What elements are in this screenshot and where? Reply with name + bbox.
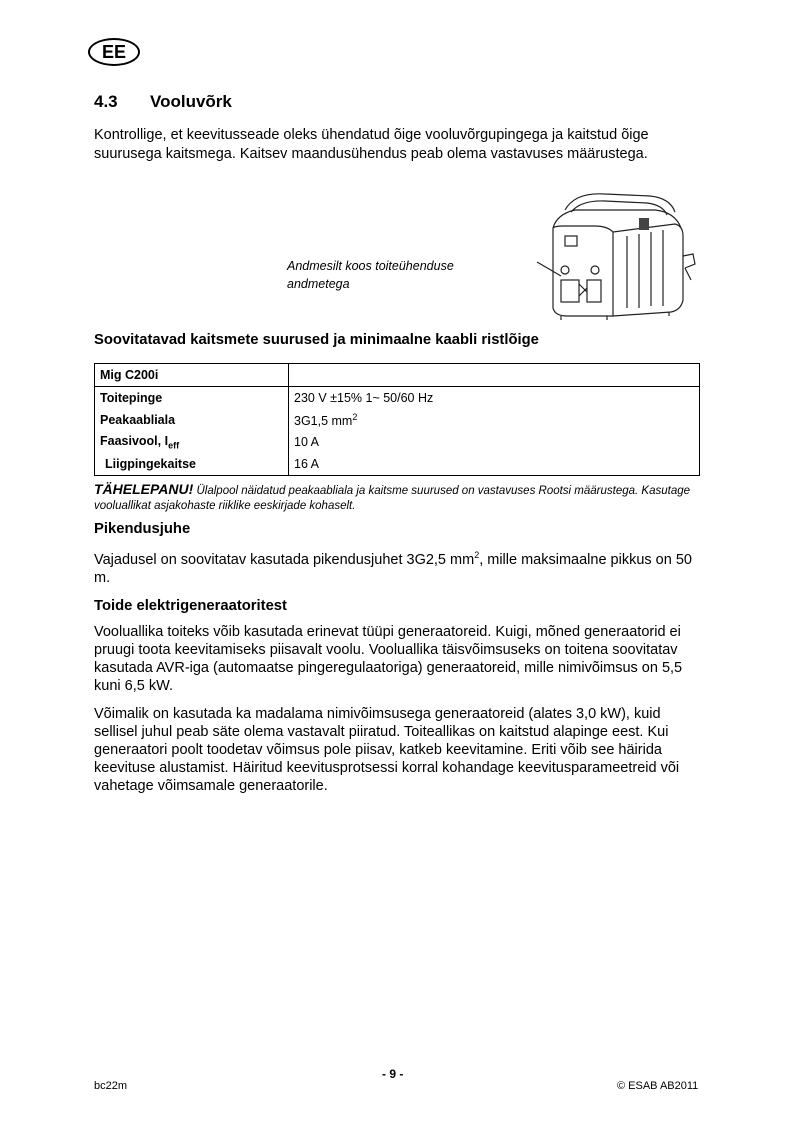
welding-machine-illustration	[535, 188, 697, 320]
table-header-row	[95, 364, 700, 387]
cable-value-text: 3G1,5 mm	[294, 414, 353, 429]
row-label-voltage: Toitepinge	[95, 387, 289, 410]
table-row	[95, 409, 700, 431]
extension-paragraph	[94, 546, 704, 587]
footer-code: bc22m	[94, 1080, 128, 1092]
note-text: Ülalpool näidatud peakaabliala ja kaitsme suurused on vastavuses Rootsi määrustega. Kasutage vooluallikat asjakohaste riiklike eeskirjade kohaselt.	[94, 485, 691, 512]
page-number: - 9 -	[382, 1067, 404, 1081]
section-heading	[94, 92, 232, 112]
row-label-cable: Peakaabliala	[95, 409, 289, 431]
warning-note	[94, 482, 700, 514]
extension-heading: Pikendusjuhe	[94, 521, 191, 537]
generators-paragraph-1: Vooluallika toiteks võib kasutada erinevat tüüpi generaatoreid. Kuigi, mõned generaatorid ei pruugi toota keevitamiseks piisavalt voolu. Vooluallika täisvõimsuseks on toitena soovitatav kasutada AVR-iga (automaatse pingeregulaatoriga) generaatoreid, mille nimivõimsus on 5,5 kuni 6,5 kW.	[94, 624, 683, 694]
intro-paragraph: Kontrollige, et keevitusseade oleks ühendatud õige vooluvõrgupingega ja kaitstud õige suurusega kaitsmega. Kaitsev maandusühendus peab olema vastavuses määrustega.	[94, 127, 649, 162]
table-heading: Soovitatavad kaitsmete suurused ja minimaalne kaabli ristlõige	[94, 332, 539, 348]
table-row	[95, 453, 700, 476]
extension-text-a: Vajadusel on soovitatav kasutada pikendusjuhet 3G2,5 mm	[94, 551, 475, 568]
row-label-current	[95, 431, 289, 453]
figure-caption-line1: Andmesilt koos toiteühenduse	[287, 259, 454, 273]
row-label-fuse: Liigpingekaitse	[95, 453, 289, 476]
generators-heading: Toide elektrigeneraatoritest	[94, 598, 287, 614]
note-lead: TÄHELEPANU!	[94, 481, 194, 497]
language-badge: EE	[88, 38, 140, 66]
section-title: Vooluvõrk	[150, 92, 232, 111]
row-value-current: 10 A	[294, 435, 320, 449]
cable-value-sup: 2	[352, 411, 358, 422]
section-number: 4.3	[94, 92, 118, 111]
table-row	[95, 431, 700, 453]
row-value-voltage: 230 V ±15% 1~ 50/60 Hz	[294, 391, 434, 405]
table-row	[95, 387, 700, 410]
row-value-cable	[289, 409, 700, 431]
extension-text-b: , mille maksimaalne pikkus on 50 m.	[94, 551, 692, 586]
table-header-empty	[289, 364, 700, 387]
generators-paragraph-2: Võimalik on kasutada ka madalama nimivõimsusega generaatoreid (alates 3,0 kW), kuid sellisel juhul peab säte olema vastavalt piiratud. Toiteallikas on kaitstud alapinge eest. Kui generaatori poolt toodetav võimsus pole piisav, katkeb keevitamine. Eriti võib see häirida keevituse alustamist. Häiritud keevitusprotsessi korral kohandage keevitusparameetreid või vahetage võimsamale generaatorile.	[94, 706, 680, 794]
fuse-cable-table	[94, 363, 700, 476]
figure-caption	[287, 257, 487, 293]
footer-copyright: © ESAB AB2011	[617, 1080, 699, 1092]
current-label-text: Faasivool, I	[100, 433, 169, 448]
table-model-name: Mig C200i	[95, 364, 289, 387]
row-value-fuse: 16 A	[294, 457, 320, 471]
current-label-sub: eff	[168, 440, 180, 451]
extension-sup: 2	[474, 550, 480, 560]
figure-caption-line2: andmetega	[287, 277, 350, 291]
